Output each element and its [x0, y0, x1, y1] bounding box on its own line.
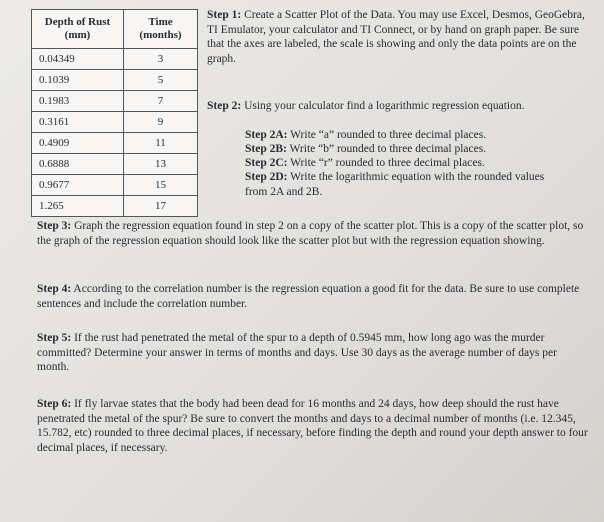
- step-4-label: Step 4:: [37, 283, 72, 295]
- step-1: [207, 8, 592, 66]
- step-1-label: Step 1:: [207, 9, 242, 21]
- time-cell: 13: [124, 154, 198, 175]
- step-2c-text: Write “r” rounded to three decimal places.: [287, 157, 485, 169]
- table-row: [32, 70, 198, 91]
- time-cell: 5: [124, 70, 198, 91]
- header-depth-line1: Depth of Rust: [44, 16, 111, 28]
- depth-cell: 0.1039: [32, 70, 124, 91]
- step-6-text: If fly larvae states that the body had been dead for 16 months and 24 days, how deep should the rust have penetrated the metal of the spur? Be sure to convert the months and days to a decimal number of months (i.e. 12.345, 15.782, etc) rounded to three decimal places, if necessary, before finding the depth and round your depth answer to four decimal places, if necessary.: [37, 398, 588, 454]
- depth-cell: 0.3161: [32, 112, 124, 133]
- time-cell: 9: [124, 112, 198, 133]
- step-2b: [245, 142, 590, 157]
- depth-cell: 0.6888: [32, 154, 124, 175]
- time-cell: 15: [124, 175, 198, 196]
- depth-cell: 0.04349: [32, 49, 124, 70]
- step-2d-label: Step 2D:: [245, 171, 288, 183]
- time-cell: 11: [124, 133, 198, 154]
- step-4: [37, 282, 592, 311]
- depth-cell: 0.9677: [32, 175, 124, 196]
- step-6-label: Step 6:: [37, 398, 72, 410]
- time-cell: 17: [124, 196, 198, 217]
- step-6: [37, 397, 592, 455]
- table-row: [32, 196, 198, 217]
- header-depth: [32, 10, 124, 49]
- step-2a-label: Step 2A:: [245, 129, 288, 141]
- step-5-text: If the rust had penetrated the metal of the spur to a depth of 0.5945 mm, how long ago was the murder committed? Determine your answer in terms of months and days. Use 30 days as the average number of days per month.: [37, 332, 557, 373]
- step-2a-text: Write “a” rounded to three decimal places.: [287, 129, 487, 141]
- step-5: [37, 331, 592, 375]
- table-header-row: [32, 10, 198, 49]
- header-depth-line2: (mm): [64, 29, 91, 41]
- table-row: [32, 49, 198, 70]
- step-2d-text: Write the logarithmic equation with the rounded values from 2A and 2B.: [245, 171, 545, 198]
- table-row: [32, 112, 198, 133]
- step-3-label: Step 3:: [37, 220, 72, 232]
- header-time: [124, 10, 198, 49]
- time-cell: 3: [124, 49, 198, 70]
- step-2b-label: Step 2B:: [245, 143, 287, 155]
- step-2-text: Using your calculator find a logarithmic regression equation.: [241, 100, 525, 112]
- table-row: [32, 154, 198, 175]
- table-row: [32, 91, 198, 112]
- depth-cell: 0.1983: [32, 91, 124, 112]
- step-2c-label: Step 2C:: [245, 157, 288, 169]
- step-2b-text: Write “b” rounded to three decimal places.: [286, 143, 487, 155]
- table-row: [32, 133, 198, 154]
- depth-cell: 1.265: [32, 196, 124, 217]
- step-3: [37, 219, 592, 248]
- step-1-text: Create a Scatter Plot of the Data. You may use Excel, Desmos, GeoGebra, TI Emulator, your calculator and TI Connect, or by hand on graph paper. Be sure that the axes are labeled, the scale is showing and only the data points are on the graph.: [207, 9, 585, 65]
- step-3-text: Graph the regression equation found in step 2 on a copy of the scatter plot. This is a copy of the scatter plot, so the graph of the regression equation should look like the scatter plot but with the regression equation showing.: [37, 220, 584, 247]
- data-table: [31, 9, 198, 217]
- step-2-label: Step 2:: [207, 100, 242, 112]
- step-4-text: According to the correlation number is the regression equation a good fit for the data. Be sure to use complete sentences and include the correlation number.: [37, 283, 580, 310]
- time-cell: 7: [124, 91, 198, 112]
- table-row: [32, 175, 198, 196]
- step-2d: [245, 170, 545, 199]
- step-2: [207, 99, 592, 114]
- step-2a: [245, 128, 590, 143]
- header-time-line2: (months): [139, 29, 182, 41]
- depth-cell: 0.4909: [32, 133, 124, 154]
- step-2c: [245, 156, 590, 171]
- step-5-label: Step 5:: [37, 332, 72, 344]
- header-time-line1: Time: [148, 16, 173, 28]
